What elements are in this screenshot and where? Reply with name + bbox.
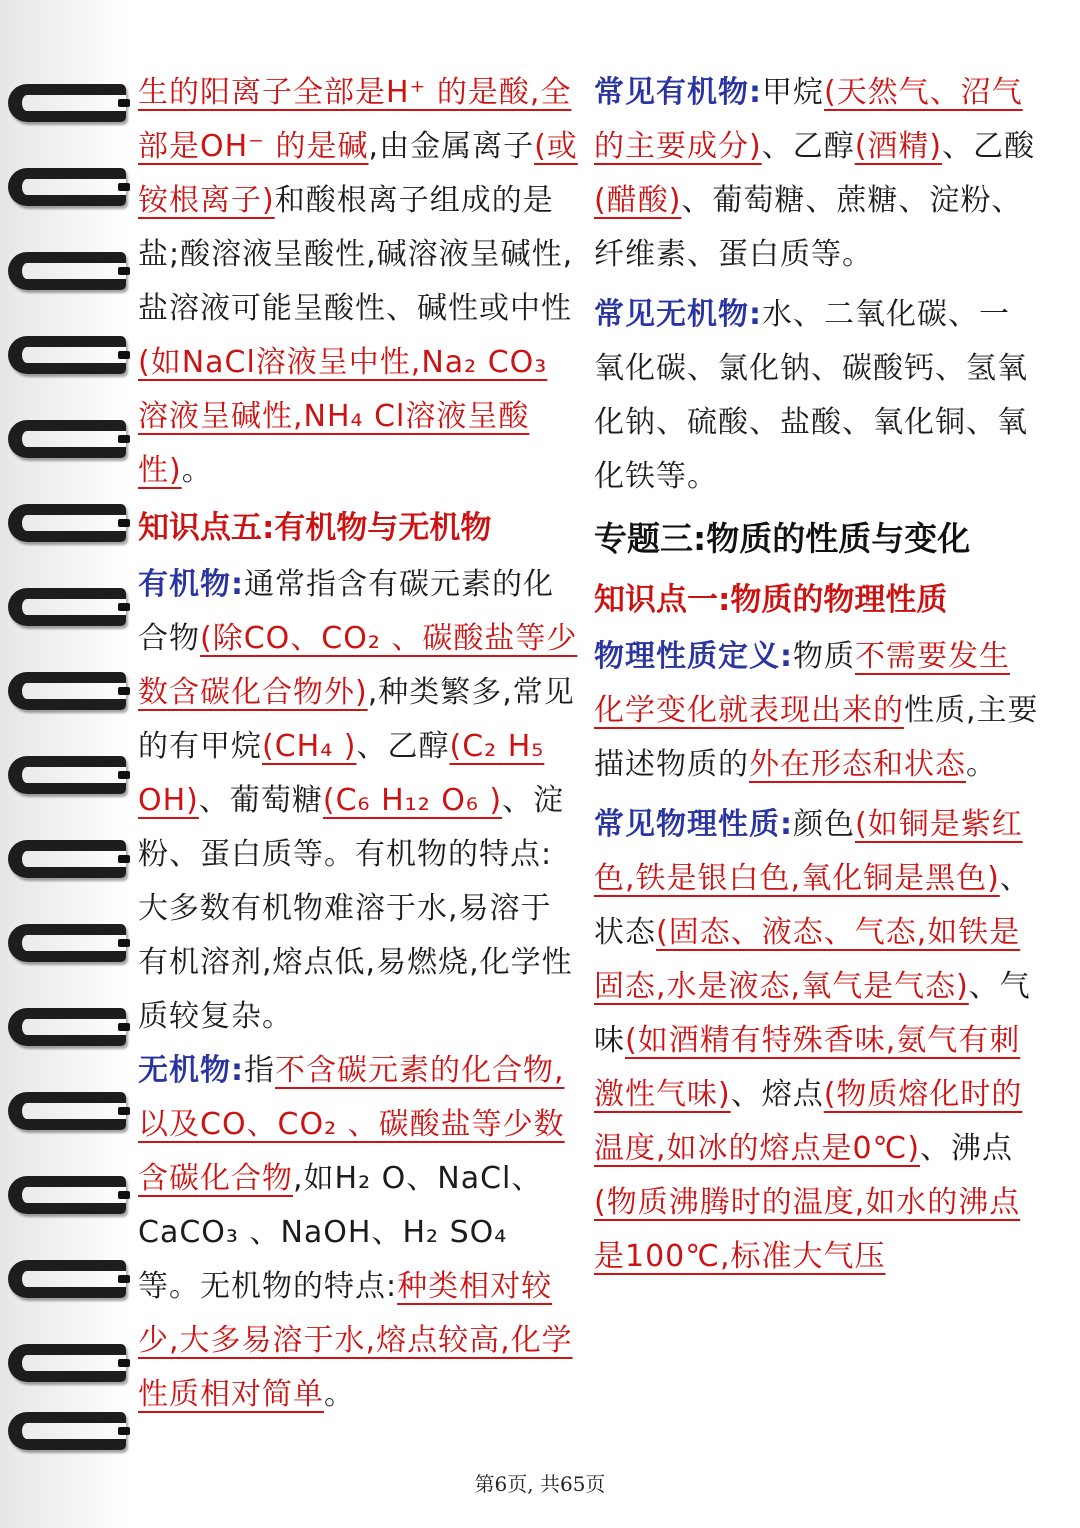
body-text: ,如H₂ O、NaCl、CaCO₃ 、NaOH、H₂ SO₄ 等。无机物的特点: (138, 1161, 543, 1304)
common-physical-properties (594, 798, 1039, 1284)
body-text: ,种类繁多,常见的有甲烷 (138, 675, 575, 764)
left-column (138, 66, 578, 1422)
body-text: 指 (244, 1053, 275, 1088)
binding-ring (8, 84, 126, 122)
body-text: 、沸点 (920, 1131, 1014, 1166)
underlined-answer: (C₂ H₅ OH) (138, 729, 545, 818)
underlined-answer: (CH₄ ) (262, 729, 357, 764)
body-text: 颜色 (793, 807, 855, 842)
underlined-answer: (固态、液态、气态,如铁是固态,水是液态,氧气是气态) (594, 915, 1021, 1004)
topic-3-heading: 专题三:物质的性质与变化 (594, 519, 971, 558)
body-text: 、淀粉、蛋白质等。有机物的特点:大多数有机物难溶于水,易溶于有机溶剂,熔点低,易燃烧,化学性质较复杂。 (138, 783, 573, 1034)
binding-ring (8, 1092, 126, 1130)
underlined-answer: (如铜是紫红色,铁是银白色,氧化铜是黑色) (594, 807, 1023, 896)
binding-ring (8, 1008, 126, 1046)
body-text: 、乙酸 (942, 129, 1036, 164)
underlined-answer: (物质沸腾时的温度,如水的沸点是100℃,标准大气压 (594, 1185, 1021, 1274)
binding-ring (8, 1412, 126, 1450)
term-label: 常见物理性质: (594, 807, 793, 842)
inorganic-paragraph (138, 1044, 578, 1422)
binding-ring (8, 1176, 126, 1214)
binding-ring (8, 1260, 126, 1298)
body-text: 和酸根离子组成的是盐;酸溶液呈酸性,碱溶液呈碱性,盐溶液可能呈酸性、碱性或中性 (138, 183, 574, 326)
binding-ring (8, 1344, 126, 1382)
acid-base-salt-paragraph (138, 66, 578, 498)
binding-ring (8, 672, 126, 710)
body-text: 。 (181, 453, 213, 488)
body-text: 。 (966, 747, 997, 782)
common-inorganic-paragraph (594, 288, 1039, 504)
underlined-answer: (天然气、沼气的主要成分) (594, 75, 1023, 164)
common-organic-paragraph (594, 66, 1039, 282)
binding-ring (8, 504, 126, 542)
binding-ring (8, 336, 126, 374)
binding-ring (8, 420, 126, 458)
body-text: 水、二氧化碳、一氧化碳、氯化钠、碳酸钙、氢氧化钠、硫酸、盐酸、氧化铜、氧化铁等。 (594, 297, 1028, 494)
term-label: 无机物: (138, 1053, 244, 1088)
knowledge-point-5-heading: 知识点五:有机物与无机物 (138, 510, 492, 546)
body-text: 物质 (793, 639, 855, 674)
term-label: 有机物: (138, 567, 244, 602)
body-text: 、状态 (594, 861, 1031, 950)
term-label: 物理性质定义: (594, 639, 793, 674)
underlined-answer: (物质熔化时的温度,如冰的熔点是0℃) (594, 1077, 1023, 1166)
underlined-answer: 不含碳元素的化合物,以及CO、CO₂ 、碳酸盐等少数含碳化合物 (138, 1053, 565, 1196)
underlined-answer: (或铵根离子) (138, 129, 578, 218)
body-text: 、熔点 (730, 1077, 824, 1112)
binding-ring (8, 168, 126, 206)
body-text: 、乙醇 (356, 729, 450, 764)
body-text: 甲烷 (762, 75, 824, 110)
knowledge-point-1-heading: 知识点一:物质的物理性质 (594, 582, 948, 618)
binding-ring (8, 840, 126, 878)
underlined-answer: 生的阳离子全部是H⁺ 的是酸,全部是OH⁻ 的是碱 (138, 75, 572, 164)
underlined-answer: (除CO、CO₂ 、碳酸盐等少数含碳化合物外) (138, 621, 578, 710)
underlined-answer: (如NaCl溶液呈中性,Na₂ CO₃ 溶液呈碱性,NH₄ Cl溶液呈酸性) (138, 345, 548, 488)
underlined-answer: (醋酸) (594, 183, 682, 218)
underlined-answer: (酒精) (854, 129, 943, 164)
underlined-answer: 不需要发生化学变化就表现出来的 (594, 639, 1010, 728)
term-label: 常见有机物: (594, 75, 762, 110)
binding-ring (8, 924, 126, 962)
body-text: 。 (324, 1377, 355, 1412)
body-text: 、葡萄糖 (198, 783, 323, 818)
underlined-answer: 种类相对较少,大多易溶于水,熔点较高,化学性质相对简单 (138, 1269, 573, 1412)
binding-ring (8, 756, 126, 794)
body-text: ,由金属离子 (368, 129, 535, 164)
underlined-answer: (C₆ H₁₂ O₆ ) (322, 783, 503, 818)
spiral-binding (0, 0, 130, 1528)
right-column (594, 66, 1039, 1284)
binding-ring (8, 252, 126, 290)
body-text: 、葡萄糖、蔗糖、淀粉、纤维素、蛋白质等。 (594, 183, 1023, 272)
page-footer: 第6页, 共65页 (474, 1472, 606, 1496)
underlined-answer: (如酒精有特殊香味,氨气有刺激性气味) (594, 1023, 1021, 1112)
body-text: 、乙醇 (761, 129, 855, 164)
binding-ring (8, 588, 126, 626)
underlined-answer: 外在形态和状态 (749, 747, 966, 782)
body-text: 通常指含有碳元素的化合物 (138, 567, 554, 656)
term-label: 常见无机物: (594, 297, 762, 332)
body-text: 、气味 (594, 969, 1031, 1058)
physical-property-definition (594, 630, 1039, 792)
organic-paragraph (138, 558, 578, 1044)
body-text: 性质,主要描述物质的 (594, 693, 1039, 782)
